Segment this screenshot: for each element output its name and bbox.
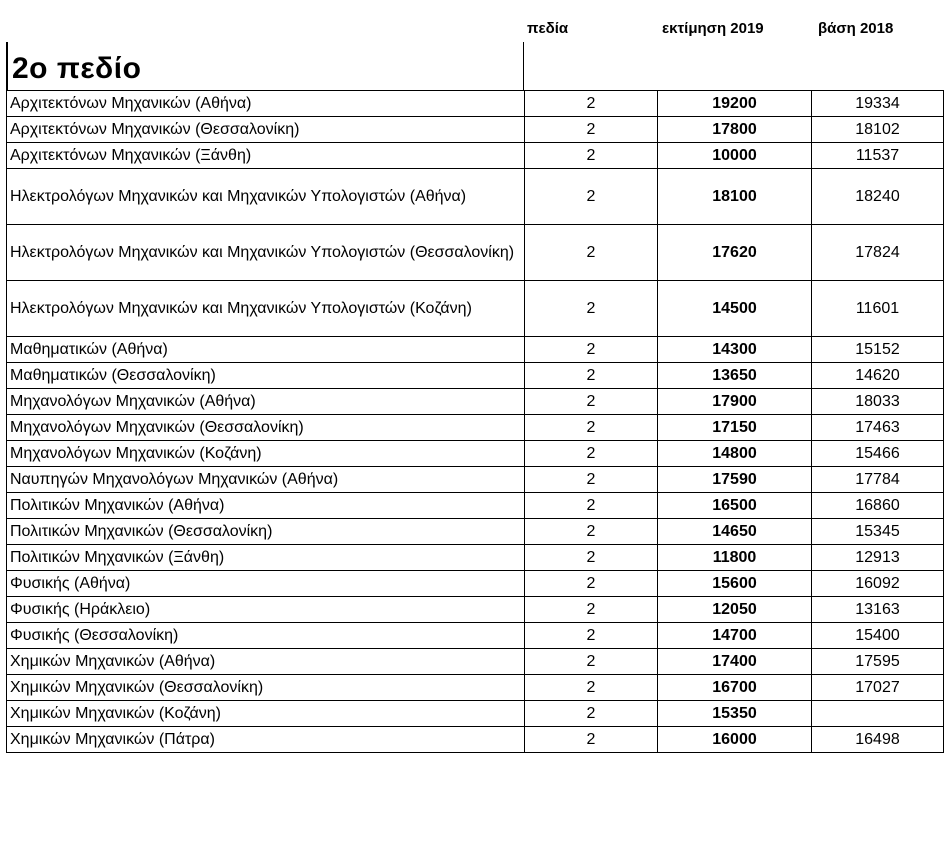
base-2018-cell: 12913 xyxy=(812,545,944,571)
department-name-cell: Χημικών Μηχανικών (Πάτρα) xyxy=(7,727,525,753)
department-name-cell: Μηχανολόγων Μηχανικών (Αθήνα) xyxy=(7,389,525,415)
table-row xyxy=(7,675,944,701)
estimate-2019-cell: 18100 xyxy=(658,169,812,225)
table-row xyxy=(7,225,944,281)
table-row xyxy=(7,727,944,753)
pedia-cell: 2 xyxy=(525,701,658,727)
department-name-cell: Φυσικής (Αθήνα) xyxy=(7,571,525,597)
department-name-cell: Πολιτικών Μηχανικών (Θεσσαλονίκη) xyxy=(7,519,525,545)
estimate-2019-cell: 17400 xyxy=(658,649,812,675)
base-2018-cell: 18240 xyxy=(812,169,944,225)
base-2018-cell: 19334 xyxy=(812,91,944,117)
estimate-2019-cell: 15350 xyxy=(658,701,812,727)
table-row xyxy=(7,493,944,519)
table-row xyxy=(7,143,944,169)
estimate-2019-cell: 16500 xyxy=(658,493,812,519)
department-name-cell: Ναυπηγών Μηχανολόγων Μηχανικών (Αθήνα) xyxy=(7,467,525,493)
department-name-cell: Χημικών Μηχανικών (Κοζάνη) xyxy=(7,701,525,727)
pedia-cell: 2 xyxy=(525,117,658,143)
base-2018-cell: 15345 xyxy=(812,519,944,545)
department-name-cell: Αρχιτεκτόνων Μηχανικών (Αθήνα) xyxy=(7,91,525,117)
table-row xyxy=(7,337,944,363)
base-2018-cell: 15466 xyxy=(812,441,944,467)
table-row xyxy=(7,519,944,545)
section-title: 2ο πεδίο xyxy=(12,52,142,85)
header-pedia: πεδία xyxy=(527,20,569,37)
base-2018-cell: 17784 xyxy=(812,467,944,493)
table-row xyxy=(7,701,944,727)
table-row xyxy=(7,169,944,225)
base-2018-cell: 17824 xyxy=(812,225,944,281)
estimate-2019-cell: 12050 xyxy=(658,597,812,623)
base-2018-cell: 16860 xyxy=(812,493,944,519)
header-estimate-2019: εκτίμηση 2019 xyxy=(662,20,764,37)
pedia-cell: 2 xyxy=(525,519,658,545)
department-name-cell: Χημικών Μηχανικών (Θεσσαλονίκη) xyxy=(7,675,525,701)
base-2018-cell: 15152 xyxy=(812,337,944,363)
pedia-cell: 2 xyxy=(525,91,658,117)
department-name-cell: Μαθηματικών (Θεσσαλονίκη) xyxy=(7,363,525,389)
table-row xyxy=(7,441,944,467)
estimate-2019-cell: 14700 xyxy=(658,623,812,649)
pedia-cell: 2 xyxy=(525,675,658,701)
estimate-2019-cell: 15600 xyxy=(658,571,812,597)
estimate-2019-cell: 16000 xyxy=(658,727,812,753)
pedia-cell: 2 xyxy=(525,571,658,597)
table-row xyxy=(7,389,944,415)
department-name-cell: Αρχιτεκτόνων Μηχανικών (Ξάνθη) xyxy=(7,143,525,169)
pedia-cell: 2 xyxy=(525,225,658,281)
base-2018-cell: 11537 xyxy=(812,143,944,169)
base-2018-cell: 15400 xyxy=(812,623,944,649)
table-row xyxy=(7,415,944,441)
pedia-cell: 2 xyxy=(525,415,658,441)
pedia-cell: 2 xyxy=(525,467,658,493)
base-2018-cell: 17595 xyxy=(812,649,944,675)
department-name-cell: Αρχιτεκτόνων Μηχανικών (Θεσσαλονίκη) xyxy=(7,117,525,143)
estimate-2019-cell: 19200 xyxy=(658,91,812,117)
base-2018-cell: 11601 xyxy=(812,281,944,337)
estimate-2019-cell: 17800 xyxy=(658,117,812,143)
estimate-2019-cell: 17590 xyxy=(658,467,812,493)
department-name-cell: Μηχανολόγων Μηχανικών (Κοζάνη) xyxy=(7,441,525,467)
pedia-cell: 2 xyxy=(525,493,658,519)
department-name-cell: Χημικών Μηχανικών (Αθήνα) xyxy=(7,649,525,675)
table-row xyxy=(7,649,944,675)
column-header-row xyxy=(0,0,952,42)
base-2018-cell: 16092 xyxy=(812,571,944,597)
header-base-2018: βάση 2018 xyxy=(818,20,894,37)
estimate-2019-cell: 17150 xyxy=(658,415,812,441)
table-row xyxy=(7,597,944,623)
estimate-2019-cell: 17620 xyxy=(658,225,812,281)
estimate-2019-cell: 16700 xyxy=(658,675,812,701)
estimate-2019-cell: 14800 xyxy=(658,441,812,467)
table-row xyxy=(7,545,944,571)
table-row xyxy=(7,91,944,117)
estimate-2019-cell: 13650 xyxy=(658,363,812,389)
pedia-cell: 2 xyxy=(525,441,658,467)
department-name-cell: Ηλεκτρολόγων Μηχανικών και Μηχανικών Υπολογιστών (Θεσσαλονίκη) xyxy=(7,225,525,281)
department-name-cell: Πολιτικών Μηχανικών (Αθήνα) xyxy=(7,493,525,519)
estimate-2019-cell: 10000 xyxy=(658,143,812,169)
pedia-cell: 2 xyxy=(525,363,658,389)
base-2018-cell: 18033 xyxy=(812,389,944,415)
table-row xyxy=(7,571,944,597)
table-row xyxy=(7,467,944,493)
estimate-2019-cell: 14650 xyxy=(658,519,812,545)
table-row xyxy=(7,363,944,389)
pedia-cell: 2 xyxy=(525,597,658,623)
department-name-cell: Μηχανολόγων Μηχανικών (Θεσσαλονίκη) xyxy=(7,415,525,441)
table-row xyxy=(7,623,944,649)
department-name-cell: Μαθηματικών (Αθήνα) xyxy=(7,337,525,363)
department-name-cell: Ηλεκτρολόγων Μηχανικών και Μηχανικών Υπολογιστών (Αθήνα) xyxy=(7,169,525,225)
section-divider xyxy=(523,42,524,90)
department-name-cell: Φυσικής (Θεσσαλονίκη) xyxy=(7,623,525,649)
pedia-cell: 2 xyxy=(525,389,658,415)
base-2018-cell xyxy=(812,701,944,727)
department-name-cell: Φυσικής (Ηράκλειο) xyxy=(7,597,525,623)
base-2018-cell: 13163 xyxy=(812,597,944,623)
base-2018-cell: 17463 xyxy=(812,415,944,441)
table-row xyxy=(7,281,944,337)
base-2018-cell: 18102 xyxy=(812,117,944,143)
table-body xyxy=(7,91,944,753)
estimate-2019-cell: 14300 xyxy=(658,337,812,363)
base-2018-cell: 16498 xyxy=(812,727,944,753)
estimate-2019-cell: 14500 xyxy=(658,281,812,337)
pedia-cell: 2 xyxy=(525,169,658,225)
pedia-cell: 2 xyxy=(525,727,658,753)
estimate-2019-cell: 11800 xyxy=(658,545,812,571)
pedia-cell: 2 xyxy=(525,143,658,169)
base-2018-cell: 14620 xyxy=(812,363,944,389)
pedia-cell: 2 xyxy=(525,649,658,675)
pedia-cell: 2 xyxy=(525,623,658,649)
department-name-cell: Πολιτικών Μηχανικών (Ξάνθη) xyxy=(7,545,525,571)
department-name-cell: Ηλεκτρολόγων Μηχανικών και Μηχανικών Υπολογιστών (Κοζάνη) xyxy=(7,281,525,337)
pedia-cell: 2 xyxy=(525,545,658,571)
scores-table xyxy=(6,90,944,753)
base-2018-cell: 17027 xyxy=(812,675,944,701)
estimate-2019-cell: 17900 xyxy=(658,389,812,415)
pedia-cell: 2 xyxy=(525,281,658,337)
table-row xyxy=(7,117,944,143)
pedia-cell: 2 xyxy=(525,337,658,363)
